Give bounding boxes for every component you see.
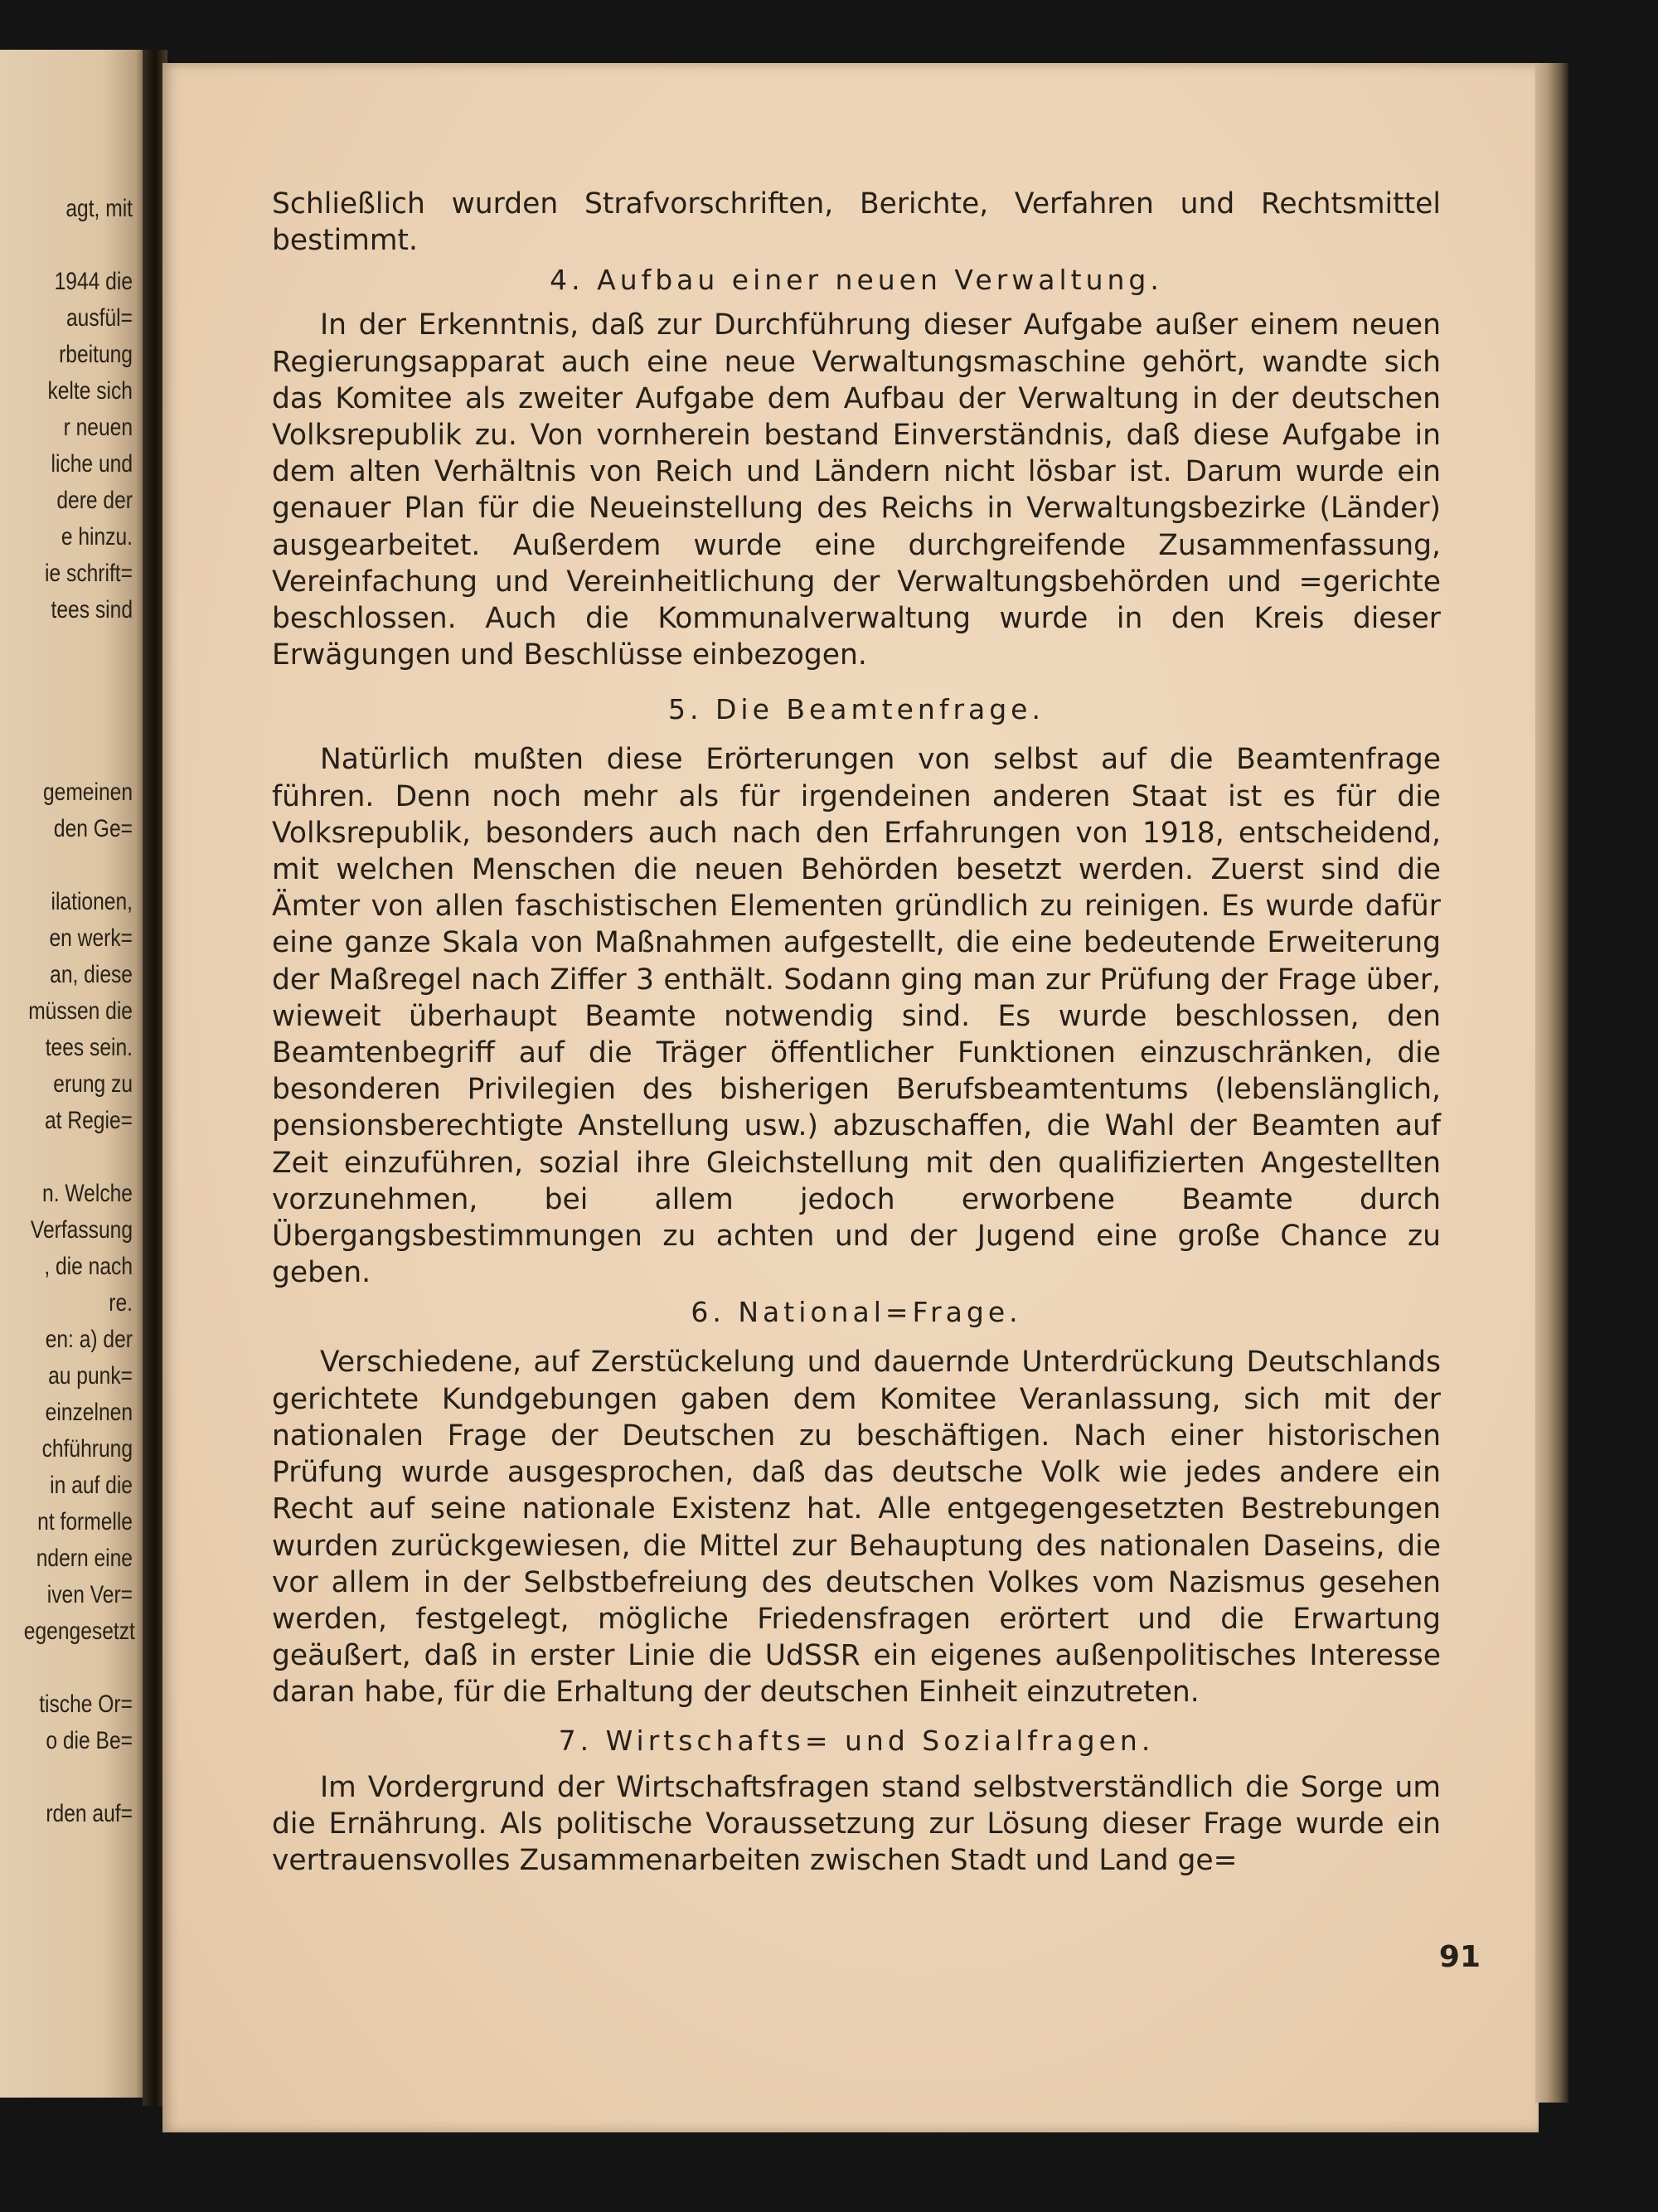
left-page-line: egengesetzt [23,1618,135,1645]
left-page-line: re. [109,1289,133,1317]
left-page-line: müssen die [28,997,133,1025]
left-page-line: dere der [56,487,133,514]
book-page [162,63,1539,2132]
page-body [272,186,1441,1879]
left-page-line: at Regie= [45,1107,133,1134]
left-page-line: n. Welche [42,1180,133,1207]
section-7-heading: 7. Wirtschafts= und Sozialfragen. [558,1724,1155,1757]
left-page-line: den Ge= [53,815,133,842]
left-page-line: o die Be= [46,1727,133,1754]
left-page-gap [0,738,133,774]
left-page-line: gemeinen [42,779,133,806]
left-page-line: Verfassung [30,1216,133,1244]
left-page-gap [0,227,133,264]
left-page-line: tische Or= [39,1691,133,1718]
left-page-line: rden auf= [46,1800,133,1827]
left-page-line: erung zu [53,1070,133,1098]
left-page-gap [0,847,133,884]
left-page-line: iven Ver= [46,1581,133,1608]
left-page-line: in auf die [50,1472,133,1499]
left-page-line: an, diese [50,961,133,988]
section-4-heading: 4. Aufbau einer neuen Verwaltung. [550,264,1163,297]
left-page-line: ilationen, [51,888,133,915]
left-page-line: liche und [51,450,133,478]
left-page-line: r neuen [63,414,133,441]
left-page-line: 1944 die [54,268,133,295]
left-page-line: au punk= [48,1362,133,1390]
left-page-line [0,1759,133,1796]
left-page-line: chführung [41,1435,133,1463]
section-6-heading: 6. National=Frage. [691,1296,1022,1329]
intro-paragraph: Schließlich wurden Strafvorschriften, Berichte, Verfahren und Rechtsmittel bestimmt. [272,187,1441,258]
left-page-gap [0,701,133,738]
left-page-line: ie schrift= [45,560,133,587]
left-page-text [0,191,133,1832]
left-page-line: rbeitung [59,341,133,368]
left-page-line [0,1650,133,1686]
section-4-paragraph: In der Erkenntnis, daß zur Durchführung dieser Aufgabe außer einem neuen Regierungsapparat auch eine neue Verwaltungsmaschine gehört, wandte sich das Komitee als zweiter Aufgabe dem Aufbau der Verwaltung in der deutschen Volksrepublik zu. Von vornherein bestand Einverständnis, daß diese Aufgabe in dem alten Verhältnis von Reich und Ländern nicht lösbar ist. Darum wurde ein genauer Plan für die Neueinstellung des Reichs in Verwaltungsbezirke (Länder) ausgearbeitet. Außerdem wurde eine durchgreifende Zusammenfassung, Vereinfachung und Vereinheitlichung der Verwaltungsbehörden und =gerichte beschlossen. Auch die Kommunalverwaltung wurde in den Kreis dieser Erwägungen und Beschlüsse einbezogen. [272,308,1441,672]
left-page-line: ausfül= [65,304,133,332]
left-facing-page [0,50,148,2098]
section-7-paragraph: Im Vordergrund der Wirtschaftsfragen stand selbstverständlich die Sorge um die Ernährung. Als politische Voraussetzung zur Lösung dieser Frage wurde ein vertrauensvolles Zusammenarbeiten zwischen Stadt und Land ge= [272,1770,1441,1877]
left-page-line: agt, mit [65,195,133,222]
section-6-paragraph: Verschiedene, auf Zerstückelung und dauernde Unterdrückung Deutschlands gerichtete Kundgebungen gaben dem Komitee Veranlassung, sich mit der nationalen Frage der Deutschen zu beschäftigen. Nach einer historischen Prüfung wurde ausgesprochen, daß das deutsche Volk wie jedes andere ein Recht auf seine nationale Existenz hat. Alle entgegengesetzten Bestrebungen wurden zurückgewiesen, die Mittel zur Behauptung des nationalen Daseins, die vor allem in der Selbstbefreiung des deutschen Volkes vom Nazismus gesehen werden, festgelegt, mögliche Friedensfragen erörtert und die Erwartung geäußert, daß in erster Linie die UdSSR ein eigenes außenpolitisches Interesse daran habe, für die Erhaltung der deutschen Einheit einzutreten. [272,1346,1441,1710]
left-page-line: ndern eine [36,1545,133,1572]
page-edge [1535,63,1568,2103]
left-page-gap [0,665,133,701]
left-page-line: nt formelle [37,1508,133,1535]
section-5-paragraph: Natürlich mußten diese Erörterungen von selbst auf die Beamtenfrage führen. Denn noch mehr als für irgendeinen anderen Staat ist es für die Volksrepublik, besonders auch nach den Erfahrungen von 1918, entscheidend, mit welchen Menschen die neuen Behörden besetzt werden. Zuerst sind die Ämter von allen faschistischen Elementen gründlich zu reinigen. Es wurde dafür eine ganze Skala von Maßnahmen aufgestellt, die eine bedeutende Erweiterung der Maßregel nach Ziffer 3 enthält. Sodann ging man zur Prüfung der Frage über, wieweit überhaupt Beamte notwendig sind. Es wurde beschlossen, den Beamtenbegriff auf die Träger öffentlicher Funktionen einzuschränken, die besonderen Privilegien des bisherigen Berufsbeamtentums (lebenslänglich, pensionsberechtigte Anstellung usw.) abzuschaffen, die Wahl der Beamten auf Zeit einzuführen, sozial ihre Gleichstellung mit den qualifizierten Angestellten vorzunehmen, bei allem jedoch erworbene Beamte durch Übergangsbestimmungen zu achten und der Jugend eine große Chance zu geben. [272,743,1441,1290]
left-page-line: tees sind [51,596,133,623]
left-page-line: kelte sich [47,377,133,405]
left-page-line [0,1139,133,1176]
left-page-line: en: a) der [45,1326,133,1353]
left-page-line: en werk= [49,924,133,952]
page-number: 91 [1438,1940,1481,1974]
left-page-line: e hinzu. [61,523,133,551]
left-page-line: einzelnen [45,1399,133,1426]
left-page-gap [0,628,133,665]
left-page-line: tees sein. [45,1034,133,1061]
section-5-heading: 5. Die Beamtenfrage. [668,693,1045,726]
left-page-line: , die nach [44,1253,133,1280]
